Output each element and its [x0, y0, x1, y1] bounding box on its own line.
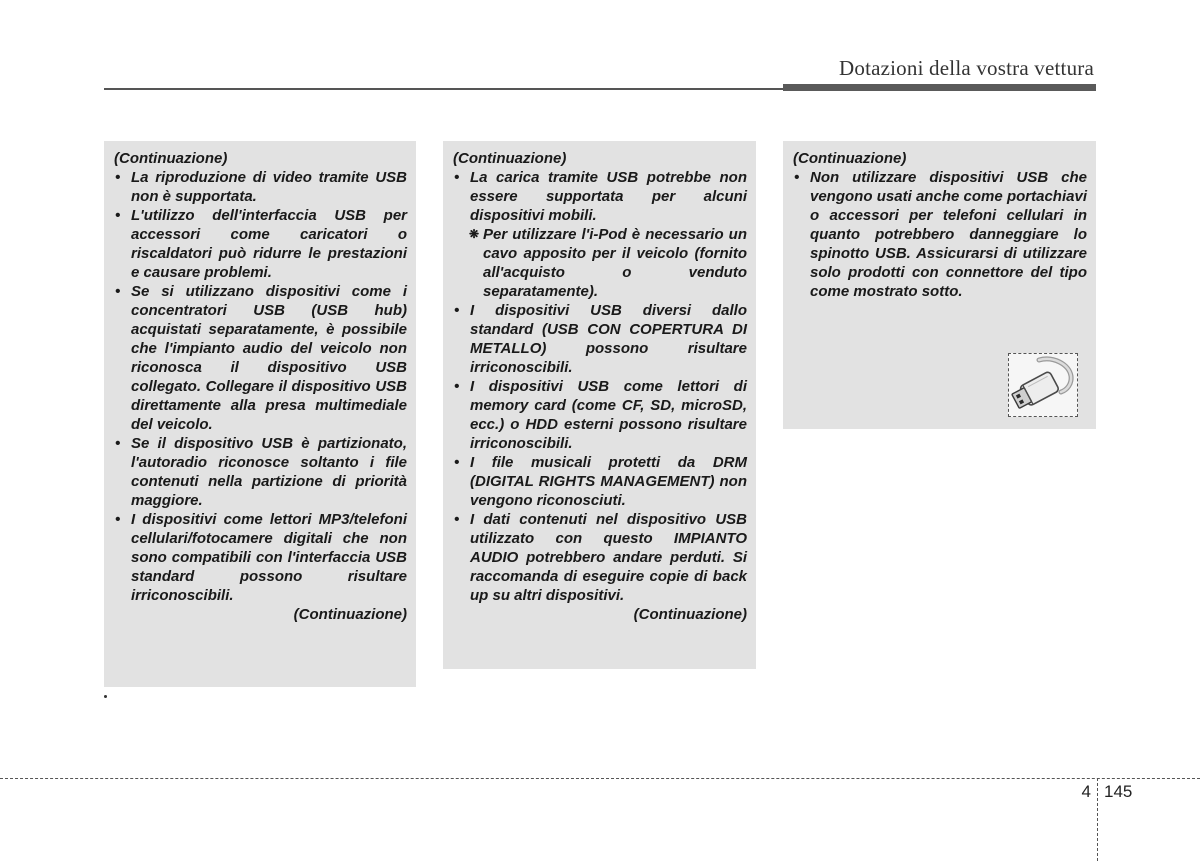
note-text: Per utilizzare l'i-Pod è necessario un cavo apposito per il veicolo (fornito all'acquisto o venduto separatamente). — [483, 226, 747, 300]
bullet-mark: • — [115, 283, 121, 300]
bullet-mark: • — [115, 169, 121, 186]
bullet-mark: • — [115, 435, 121, 452]
list-item — [793, 168, 1087, 301]
list-item — [453, 453, 747, 510]
list-item — [114, 510, 407, 605]
list-item-text: I file musicali protetti da DRM (DIGITAL RIGHTS MANAGEMENT) non vengono riconosciuti. — [470, 454, 747, 509]
stray-mark — [104, 695, 107, 698]
bullet-list — [453, 301, 747, 605]
asterisk-icon: ❋ — [469, 227, 480, 241]
bullet-mark: • — [454, 378, 460, 395]
header-bar — [783, 84, 1096, 91]
list-item — [114, 206, 407, 282]
info-box-1 — [104, 141, 416, 687]
list-item — [453, 301, 747, 377]
list-item — [114, 434, 407, 510]
list-item-text: Se il dispositivo USB è partizionato, l'autoradio riconosce soltanto i file contenuti nella partizione di priorità maggiore. — [131, 435, 407, 509]
usb-connector-icon — [1009, 354, 1077, 416]
footer-dashed-rule — [0, 778, 1200, 779]
list-item-text: I dispositivi come lettori MP3/telefoni cellulari/fotocamere digitali che non sono compatibili con l'interfaccia USB standard possono risultare irriconoscibili. — [131, 511, 407, 604]
list-item — [114, 168, 407, 206]
bullet-list — [453, 168, 747, 225]
list-item-text: La carica tramite USB potrebbe non essere supportata per alcuni dispositivi mobili. — [470, 169, 747, 224]
bullet-mark: • — [454, 169, 460, 186]
list-item-text: Non utilizzare dispositivi USB che vengono usati anche come portachiavi o accessori per telefoni cellulari in quanto potrebbero danneggiare lo spinotto USB. Assicurarsi di utilizzare solo prodotti con connettore del tipo come mostrato sotto. — [810, 169, 1087, 300]
bullet-mark: • — [454, 454, 460, 471]
info-box-2 — [443, 141, 756, 669]
bullet-mark: • — [454, 511, 460, 528]
header-rule — [104, 88, 783, 90]
continuation-label-top: (Continuazione) — [793, 150, 907, 167]
usb-connector-figure — [1008, 353, 1078, 417]
list-item — [453, 377, 747, 453]
list-item — [453, 510, 747, 605]
page-number: 145 — [1104, 782, 1133, 801]
list-item-text: L'utilizzo dell'interfaccia USB per accessori come caricatori o riscaldatori può ridurre le prestazioni e causare problemi. — [131, 207, 407, 281]
bullet-mark: • — [794, 169, 800, 186]
continuation-label-top: (Continuazione) — [114, 150, 228, 167]
list-item — [453, 168, 747, 225]
list-item-text: Se si utilizzano dispositivi come i concentratori USB (USB hub) acquistati separatamente, è possibile che l'impianto audio del veicolo non riconosca il dispositivo USB collegato. Collegare il dispositivo USB direttamente alla presa multimediale del veicolo. — [131, 283, 407, 433]
bullet-mark: • — [454, 302, 460, 319]
list-item-text: I dispositivi USB come lettori di memory card (come CF, SD, microSD, ecc.) o HDD esterni possono risultare irriconoscibili. — [470, 378, 747, 452]
list-item-text: La riproduzione di video tramite USB non è supportata. — [131, 169, 407, 205]
continuation-label-bottom: (Continuazione) — [293, 606, 407, 623]
continuation-label-top: (Continuazione) — [453, 150, 567, 167]
ipod-note — [453, 225, 747, 301]
chapter-number: 4 — [1081, 782, 1091, 801]
footer-vertical-rule — [1097, 778, 1098, 861]
bullet-mark: • — [115, 207, 121, 224]
list-item-text: I dispositivi USB diversi dallo standard (USB CON COPERTURA DI METALLO) possono risultare irriconoscibili. — [470, 302, 747, 376]
bullet-list — [793, 168, 1087, 301]
list-item-text: I dati contenuti nel dispositivo USB utilizzato con questo IMPIANTO AUDIO potrebbero andare perduti. Si raccomanda di eseguire copie di back up su altri dispositivi. — [470, 511, 747, 604]
header-title: Dotazioni della vostra vettura — [839, 56, 1094, 80]
list-item — [114, 282, 407, 434]
continuation-label-bottom: (Continuazione) — [633, 606, 747, 623]
bullet-list — [114, 168, 407, 605]
bullet-mark: • — [115, 511, 121, 528]
